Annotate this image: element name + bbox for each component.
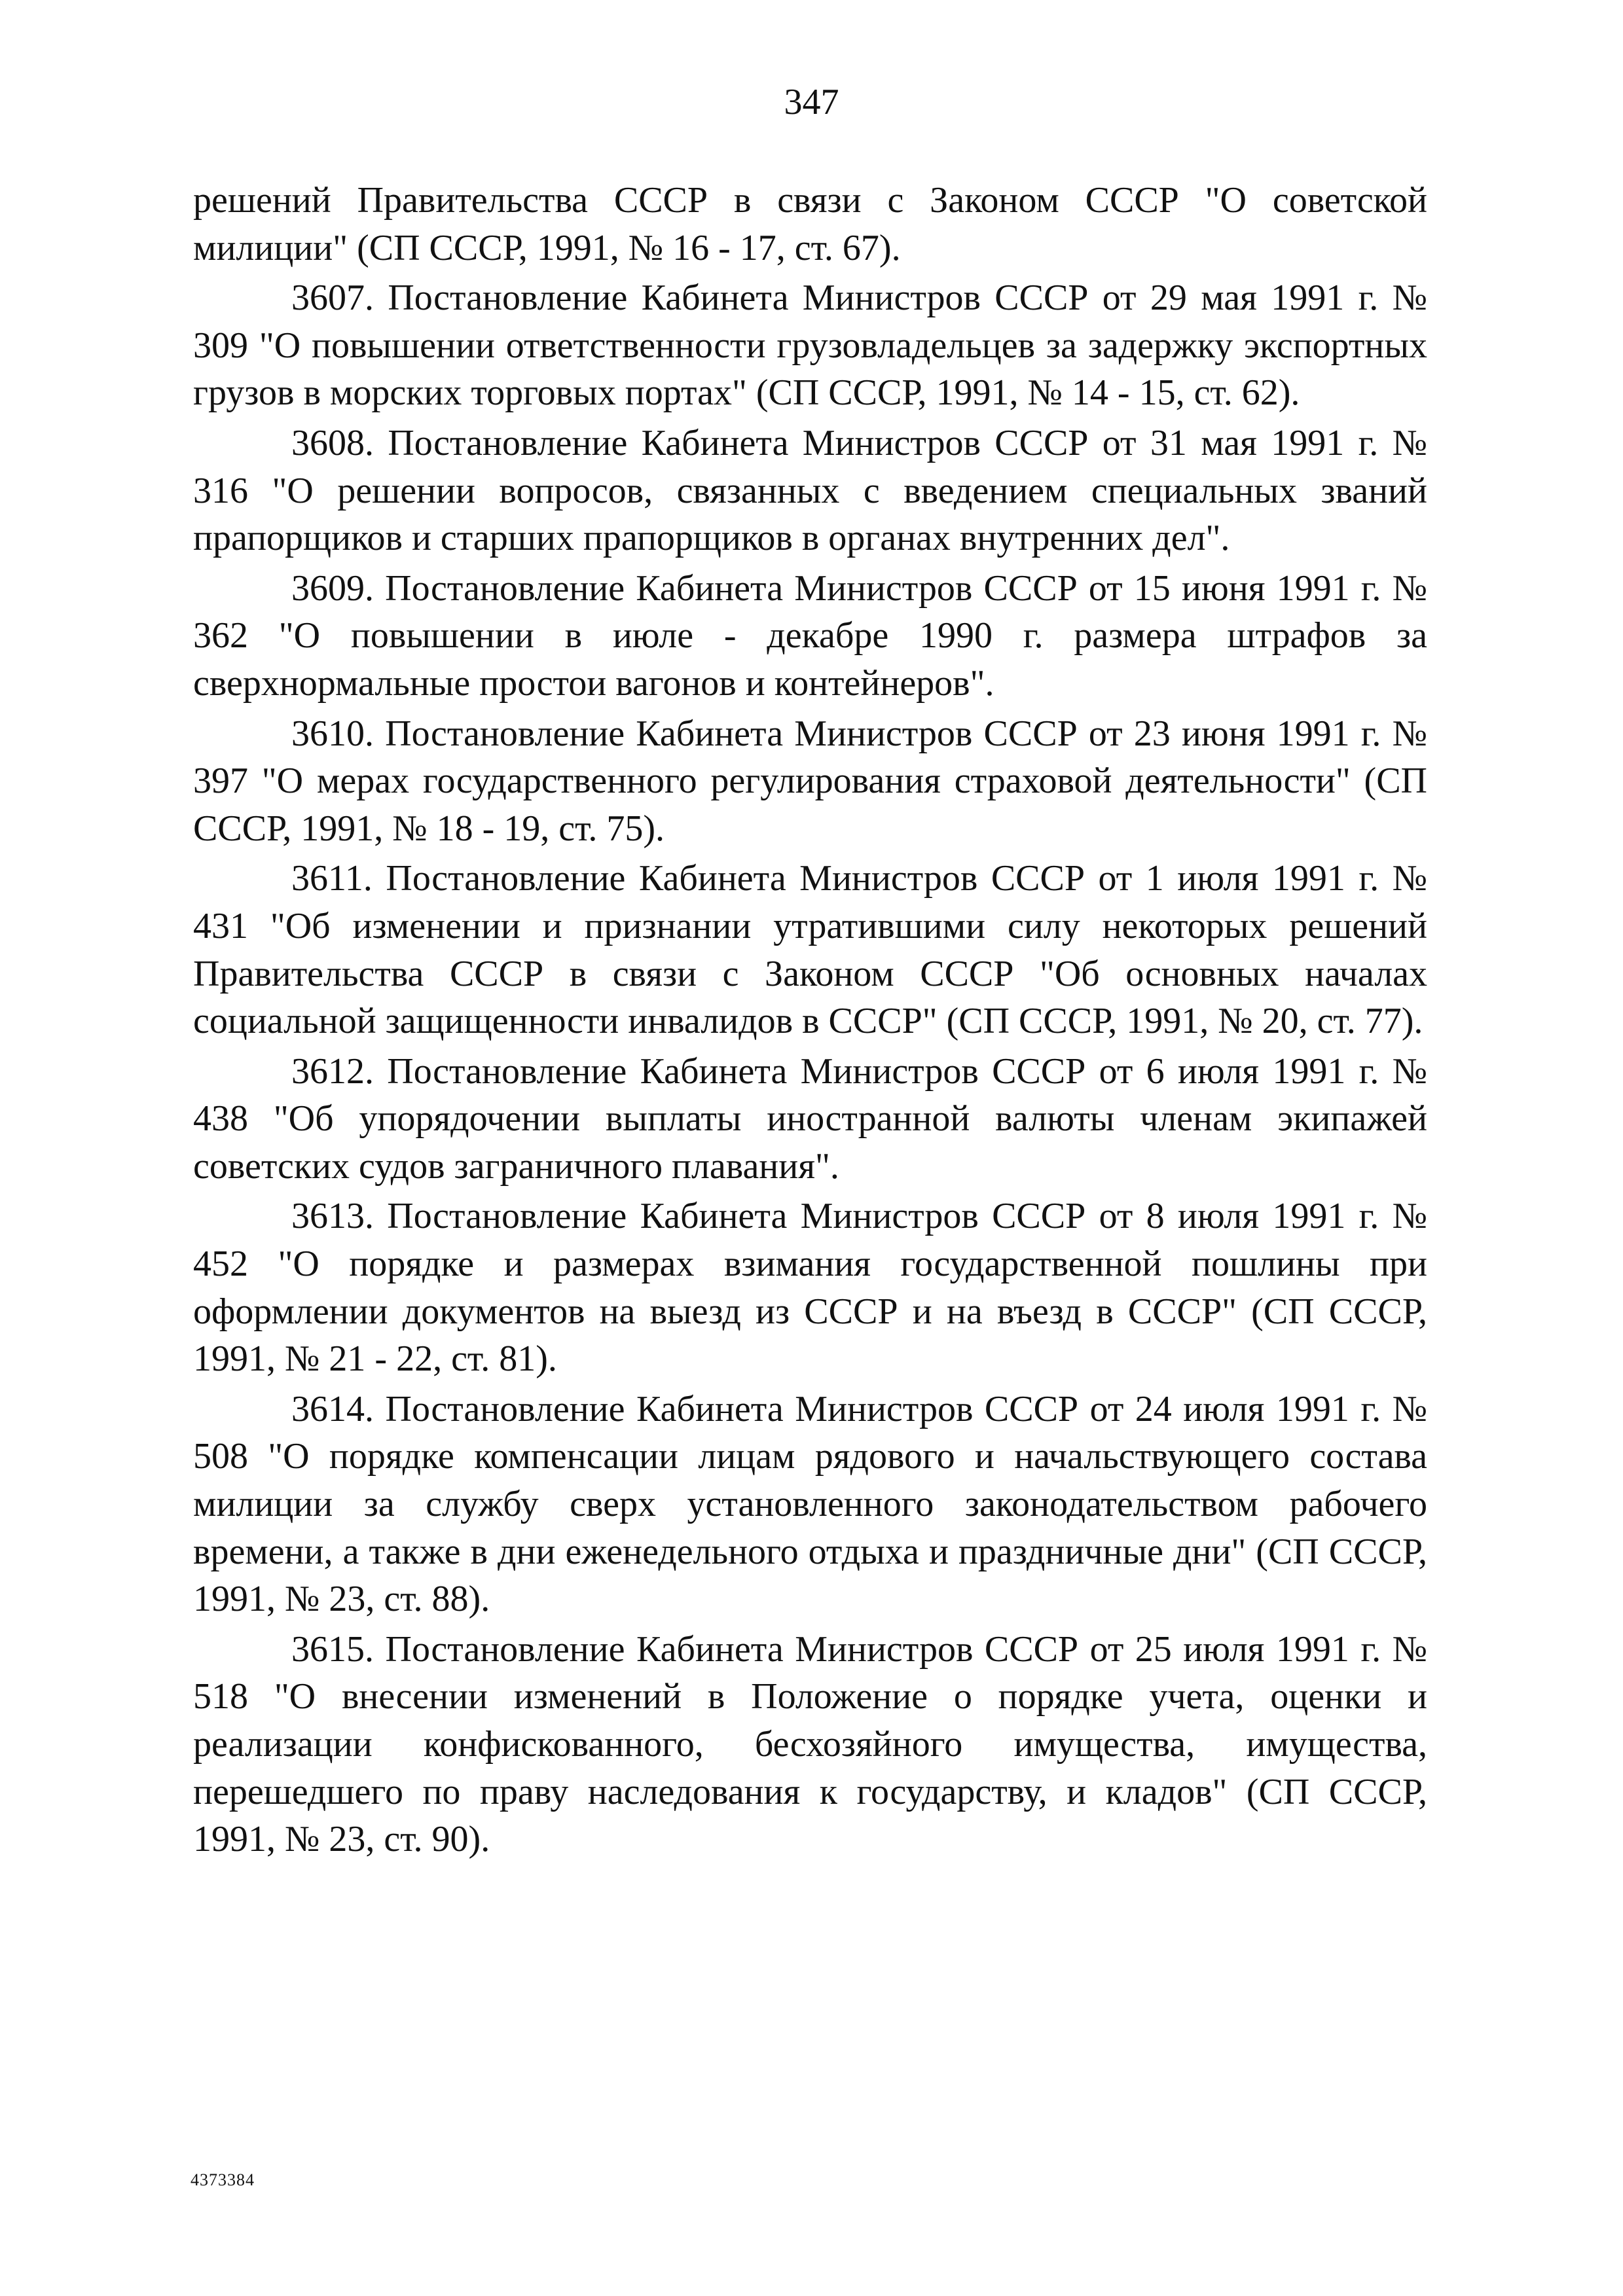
entry-3607: 3607. Постановление Кабинета Министров СССР от 29 мая 1991 г. № 309 "О повышении ответственности грузовладельцев за задержку экспортных грузов в морских торговых портах" (СП СССР, 1991, № 14 - 15, ст. 62). (193, 278, 1427, 414)
continuation-paragraph: решений Правительства СССР в связи с Законом СССР "О советской милиции" (СП СССР, 1991, № 16 - 17, ст. 67). (193, 180, 1427, 268)
entry-3612: 3612. Постановление Кабинета Министров СССР от 6 июля 1991 г. № 438 "Об упорядочении выплаты иностранной валюты членам экипажей советских судов заграничного плавания". (193, 1050, 1427, 1187)
page-number: 347 (784, 82, 839, 122)
entry-3609: 3609. Постановление Кабинета Министров СССР от 15 июня 1991 г. № 362 "О повышении в июле - декабре 1990 г. размера штрафов за сверхнормальные простои вагонов и контейнеров". (193, 567, 1427, 704)
entry-3611: 3611. Постановление Кабинета Министров СССР от 1 июля 1991 г. № 431 "Об изменении и признании утратившими силу некоторых решений Правительства СССР в связи с Законом СССР "Об основных началах социальной защищенности инвалидов в СССР" (СП СССР, 1991, № 20, ст. 77). (193, 858, 1427, 1042)
entry-3615: 3615. Постановление Кабинета Министров СССР от 25 июля 1991 г. № 518 "О внесении изменений в Положение о порядке учета, оценки и реализации конфискованного, бесхозяйного имущества, имущества, перешедшего по праву наследования к государству, и кладов" (СП СССР, 1991, № 23, ст. 90). (193, 1628, 1427, 1860)
document-code: 4373384 (191, 2170, 255, 2189)
entry-3610: 3610. Постановление Кабинета Министров СССР от 23 июня 1991 г. № 397 "О мерах государственного регулирования страховой деятельности" (СП СССР, 1991, № 18 - 19, ст. 75). (193, 713, 1427, 849)
document-body (193, 177, 1427, 1866)
entry-3608: 3608. Постановление Кабинета Министров СССР от 31 мая 1991 г. № 316 "О решении вопросов, связанных с введением специальных званий прапорщиков и старших прапорщиков в органах внутренних дел". (193, 422, 1427, 559)
entry-3613: 3613. Постановление Кабинета Министров СССР от 8 июля 1991 г. № 452 "О порядке и размерах взимания государственной пошлины при оформлении документов на выезд из СССР и на въезд в СССР" (СП СССР, 1991, № 21 - 22, ст. 81). (193, 1196, 1427, 1380)
entry-3614: 3614. Постановление Кабинета Министров СССР от 24 июля 1991 г. № 508 "О порядке компенсации лицам рядового и начальствующего состава милиции за службу сверх установленного законодательством рабочего времени, а также в дни еженедельного отдыха и праздничные дни" (СП СССР, 1991, № 23, ст. 88). (193, 1388, 1427, 1620)
